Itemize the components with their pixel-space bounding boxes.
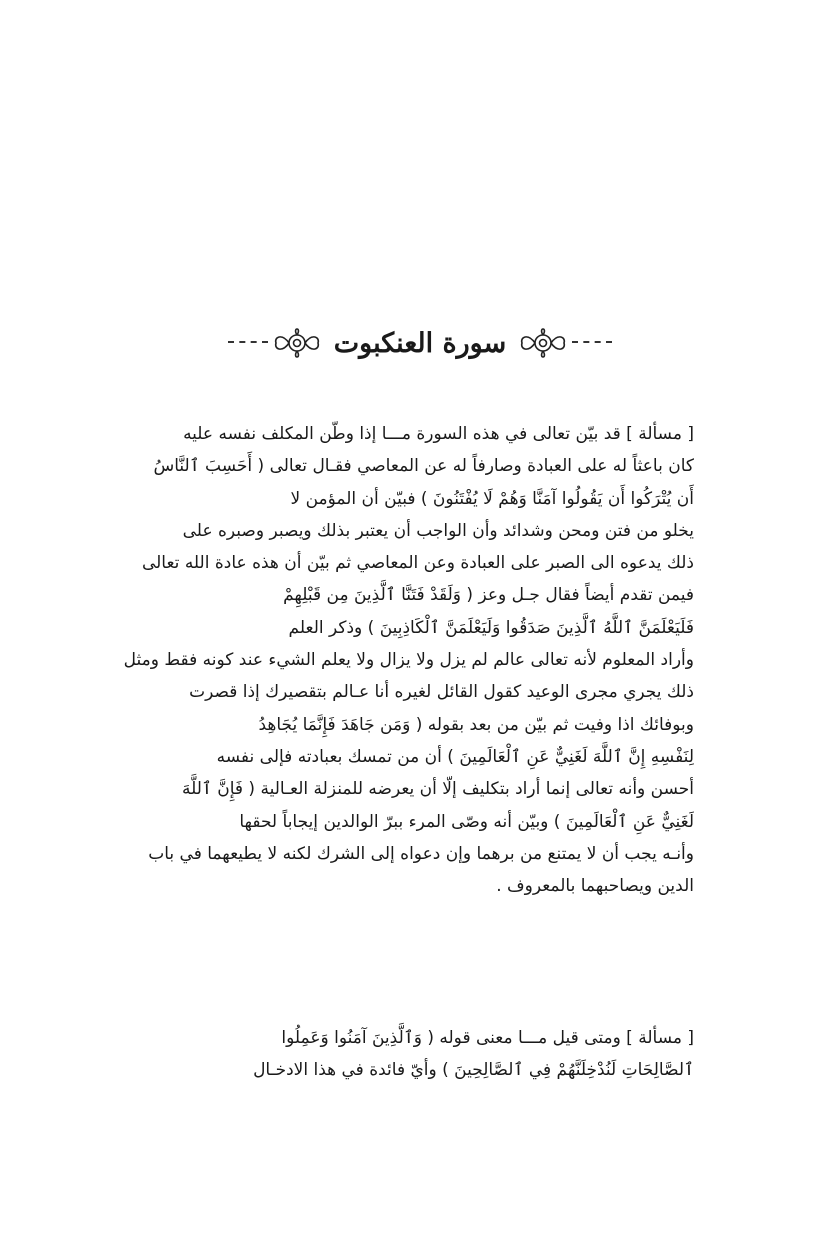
text-line: أَن يُتْرَكُوا أَن يَقُولُوا آمَنَّا وَهُمْ لَا يُفْتَنُونَ ) فبيّن أن المؤمن لا [290, 488, 694, 509]
right-dashed-line [572, 341, 612, 345]
text-line: لِنَفْسِهِ إِنَّ ٱللَّهَ لَغَنِيٌّ عَنِ ٱلْعَالَمِينَ ) أن من تمسك بعبادته فإلى نفسه [216, 746, 694, 767]
text-line: أحسن وأنه تعالى إنما أراد بتكليف إلّا أن يعرضه للمنزلة العـالية ( فَإِنَّ ٱللَّهَ [181, 779, 694, 800]
text-line: فيمن تقدم أيضاً فقال جـل وعز ( وَلَقَدْ فَتَنَّا ٱلَّذِينَ مِن قَبْلِهِمْ [283, 585, 694, 606]
text-line: الدين ويصاحبهما بالمعروف . [496, 876, 694, 897]
text-line: [ مسألة ] ومتى قيل مـــا معنى قوله ( وَٱلَّذِينَ آمَنُوا وَعَمِلُوا [281, 1028, 694, 1048]
text-line: ذلك يدعوه الى الصبر على العبادة وعن المعاصي ثم بيّن أن هذه عادة الله تعالى [141, 553, 694, 574]
surah-header [200, 318, 640, 368]
text-line: لَغَنِيٌّ عَنِ ٱلْعَالَمِينَ ) وبيّن أنه وصّى المرء ببرّ الوالدين إيجاباً لحقها [239, 811, 694, 832]
text-line: ٱلصَّالِحَاتِ لَنُدْخِلَنَّهُمْ فِي ٱلصَّالِحِينَ ) وأيّ فائدة في هذا الادخـال [253, 1060, 694, 1081]
paragraph-2 [42, 1022, 694, 1087]
text-line: وأنـه يجب أن لا يمتنع من برهما وإن دعواه إلى الشرك لكنه لا يطيعهما في باب [148, 843, 694, 864]
text-line: يخلو من فتن ومحن وشدائد وأن الواجب أن يعتبر بذلك ويصبر وصبره على [182, 520, 694, 541]
right-ornament-icon [516, 323, 570, 363]
text-line: ذلك يجري مجرى الوعيد كقول القائل لغيره أنا عـالم بتقصيرك إذا قصرت [189, 682, 694, 703]
left-dashed-line [228, 341, 268, 345]
text-line: وأراد المعلوم لأنه تعالى عالم لم يزل ولا يزال ولا يعلم الشيء عند كونه فقط ومثل [123, 650, 694, 671]
text-line: [ مسألة ] قد بيّن تعالى في هذه السورة مـــا إذا وطّن المكلف نفسه عليه [183, 424, 694, 444]
paragraph-1 [42, 418, 694, 902]
left-ornament-icon [270, 323, 324, 363]
text-line: وبوفائك اذا وفيت ثم بيّن من بعد بقوله ( وَمَن جَاهَدَ فَإِنَّمَا يُجَاهِدُ [258, 714, 694, 735]
surah-title: سورة العنكبوت [333, 327, 507, 359]
text-line: كان باعثاً له على العبادة وصارفاً له عن المعاصي فقـال تعالى ( أَحَسِبَ ٱلنَّاسُ [153, 456, 694, 477]
text-line: فَلَيَعْلَمَنَّ ٱللَّهُ ٱلَّذِينَ صَدَقُوا وَلَيَعْلَمَنَّ ٱلْكَاذِبِينَ ) وذكر العلم [288, 617, 694, 638]
